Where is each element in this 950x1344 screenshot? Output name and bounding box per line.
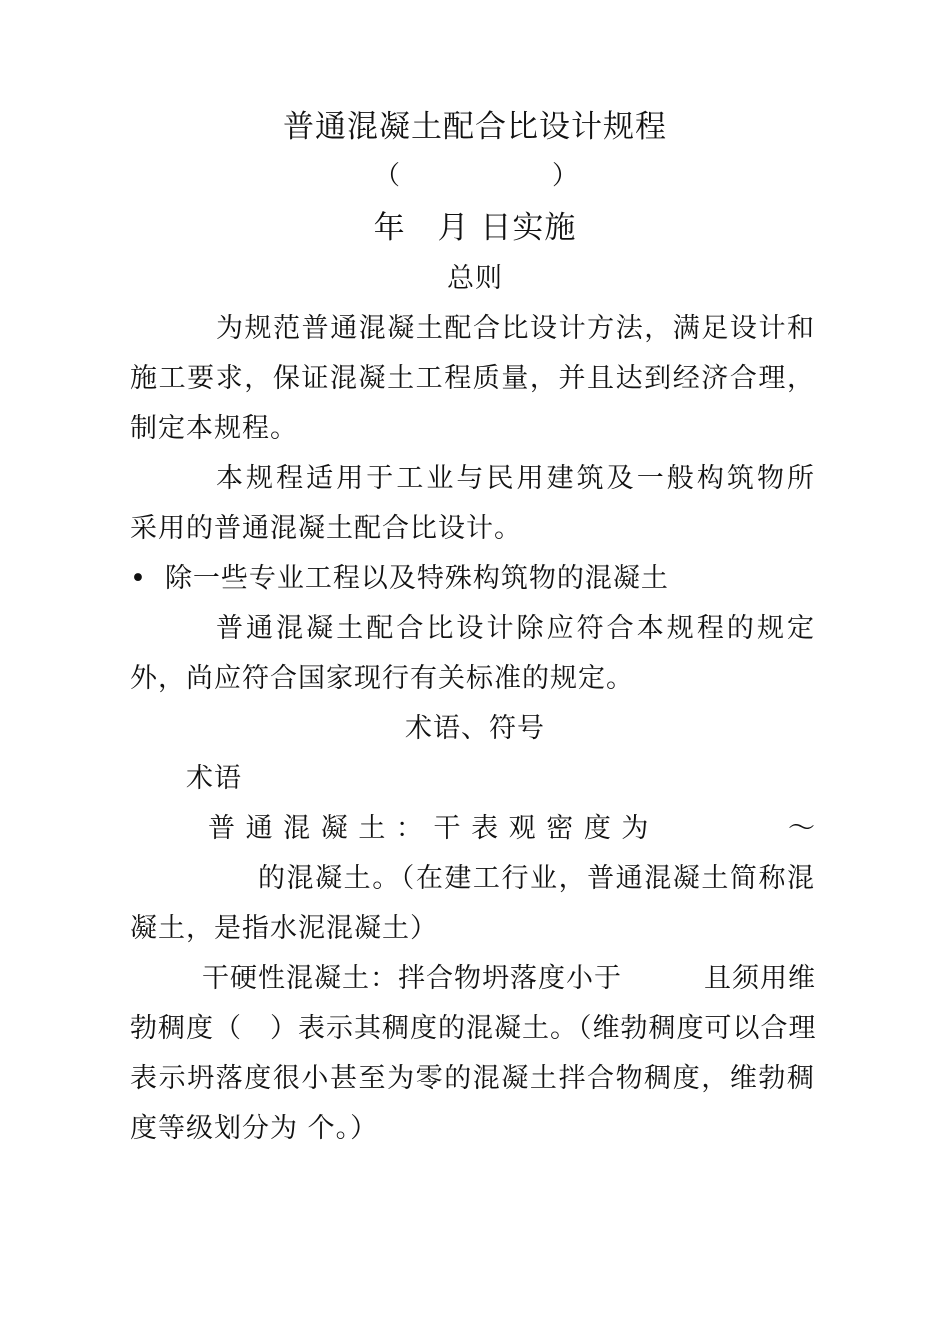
paragraph-2-line-1: 本规程适用于工业与民用建筑及一般构筑物所 xyxy=(216,463,815,494)
definition-2-line-3: 表示坍落度很小甚至为零的混凝土拌合物稠度，维勃稠 xyxy=(130,1063,815,1094)
section-heading-terms: 术语、符号 xyxy=(405,713,545,744)
bullet-icon: • xyxy=(130,563,147,594)
definition-1-line-2: 的混凝土。（在建工行业，普通混凝土简称混 xyxy=(258,863,815,894)
subsection-heading-terms: 术语 xyxy=(186,763,242,794)
paragraph-2-line-2: 采用的普通混凝土配合比设计。 xyxy=(130,513,522,544)
paragraph-3-line-1: 普通混凝土配合比设计除应符合本规程的规定 xyxy=(216,613,815,644)
paragraph-3-line-2: 外，尚应符合国家现行有关标准的规定。 xyxy=(130,663,634,694)
definition-1-line-1-range: ～ xyxy=(788,813,816,844)
paragraph-1-line-1: 为规范普通混凝土配合比设计方法，满足设计和 xyxy=(216,313,815,344)
document-title: 普通混凝土配合比设计规程 xyxy=(283,109,667,145)
paragraph-1-line-2: 施工要求，保证混凝土工程质量，并且达到经济合理， xyxy=(130,363,815,394)
definition-1-line-3: 凝土，是指水泥混凝土） xyxy=(130,913,438,944)
definition-2-line-1-term: 干硬性混凝土：拌合物坍落度小于 xyxy=(202,963,622,994)
standard-number-paren-open: （ xyxy=(374,161,401,191)
definition-2-line-4: 度等级划分为 个。） xyxy=(130,1113,379,1144)
implementation-date: 年 月 日实施 xyxy=(373,210,577,246)
definition-1-line-1-term: 普 通 混 凝 土 ： 干 表 观 密 度 为 xyxy=(208,813,650,844)
definition-2-line-1-tail: 且须用维 xyxy=(704,963,816,994)
definition-2-line-2: 勃稠度（ ）表示其稠度的混凝土。（维勃稠度可以合理 xyxy=(130,1013,817,1044)
bullet-item-text: 除一些专业工程以及特殊构筑物的混凝土 xyxy=(164,563,669,594)
section-heading-general: 总则 xyxy=(447,263,503,294)
standard-number-paren-close: ） xyxy=(552,161,579,191)
paragraph-1-line-3: 制定本规程。 xyxy=(130,413,298,444)
bullet-item xyxy=(130,562,669,596)
